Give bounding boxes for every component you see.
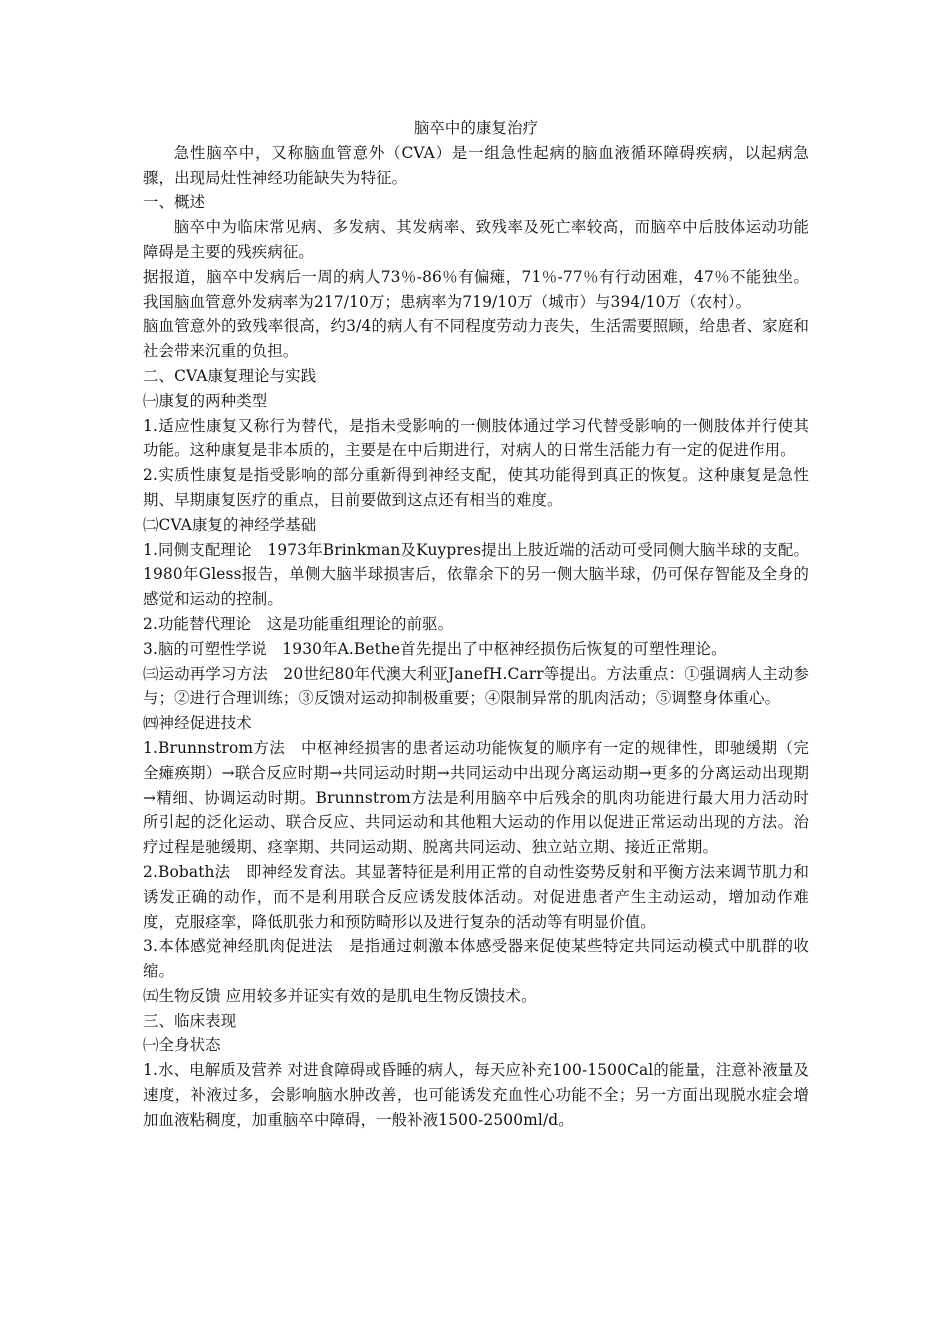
paragraph: 2.功能替代理论 这是功能重组理论的前驱。: [143, 614, 454, 633]
paragraph: 1.同侧支配理论 1973年Brinkman及Kuypres提出上肢近端的活动可受同侧大脑半球的支配。1980年Gless报告，单侧大脑半球损害后，依靠余下的另一侧大脑半球，仍可保存智能及全身的感觉和运动的控制。: [143, 540, 809, 609]
paragraph-list: [143, 141, 809, 1133]
paragraph: ㈣神经促进技术: [143, 714, 252, 733]
paragraph: 三、临床表现: [143, 1011, 237, 1030]
paragraph: 急性脑卒中，又称脑血管意外（CVA）是一组急性起病的脑血液循环障碍疾病，以起病急骤，出现局灶性神经功能缺失为特征。: [143, 143, 809, 187]
paragraph: ㈡CVA康复的神经学基础: [143, 515, 317, 534]
paragraph: ㈠康复的两种类型: [143, 391, 268, 410]
paragraph: 3.本体感觉神经肌肉促进法 是指通过刺激本体感受器来促使某些特定共同运动模式中肌群的收缩。: [143, 937, 809, 981]
paragraph: 据报道，脑卒中发病后一周的病人73％-86％有偏瘫，71％-77％有行动困难，47％不能独坐。我国脑血管意外发病率为217/10万；患病率为719/10万（城市）与394/10万（农村）。: [143, 267, 809, 311]
paragraph: 脑卒中为临床常见病、多发病、其发病率、致残率及死亡率较高，而脑卒中后肢体运动功能障碍是主要的残疾病征。: [143, 218, 809, 261]
paragraph: 3.脑的可塑性学说 1930年A.Bethe首先提出了中枢神经损伤后恢复的可塑性理论。: [143, 639, 727, 658]
paragraph: 脑血管意外的致残率很高，约3/4的病人有不同程度劳动力丧失，生活需要照顾，给患者、家庭和社会带来沉重的负担。: [143, 317, 809, 361]
paragraph: 1.水、电解质及营养 对进食障碍或昏睡的病人，每天应补充100-1500Cal的能量，注意补液量及速度，补液过多，会影响脑水肿改善，也可能诱发充血性心功能不全；另一方面出现脱水症会增加血液粘稠度，加重脑卒中障碍，一般补液1500-2500ml/d。: [143, 1061, 809, 1129]
paragraph: ㈠全身状态: [143, 1036, 221, 1055]
paragraph: 1.适应性康复又称行为替代，是指未受影响的一侧肢体通过学习代替受影响的一侧肢体并行使其功能。这种康复是非本质的，主要是在中后期进行，对病人的日常生活能力有一定的促进作用。: [143, 416, 809, 460]
document-body: [143, 116, 809, 1133]
paragraph: ㈢运动再学习方法 20世纪80年代澳大利亚JanefH.Carr等提出。方法重点：①强调病人主动参与；②进行合理训练；③反馈对运动抑制极重要；④限制异常的肌肉活动；⑤调整身体重心。: [143, 664, 809, 708]
paragraph: 1.Brunnstrom方法 中枢神经损害的患者运动功能恢复的顺序有一定的规律性，即驰缓期（完全瘫痪期）→联合反应时期→共同运动时期→共同运动中出现分离运动期→更多的分离运动出现期→精细、协调运动时期。Brunnstrom方法是利用脑卒中后残余的肌肉功能进行最大用力活动时所引起的泛化运动、联合反应、共同运动和其他粗大运动的作用以促进正常运动出现的方法。治疗过程是驰缓期、痉挛期、共同运动期、脱离共同运动、独立站立期、接近正常期。: [143, 738, 809, 857]
document-title: 脑卒中的康复治疗: [413, 119, 539, 137]
paragraph: ㈤生物反馈 应用较多并证实有效的是肌电生物反馈技术。: [143, 986, 537, 1005]
paragraph: 一、概述: [143, 193, 206, 212]
paragraph: 二、CVA康复理论与实践: [143, 366, 317, 385]
paragraph: 2.Bobath法 即神经发育法。其显著特征是利用正常的自动性姿势反射和平衡方法来调节肌力和诱发正确的动作，而不是利用联合反应诱发肢体活动。对促进患者产生主动运动，增加动作难度，克服痉挛，降低肌张力和预防畸形以及进行复杂的活动等有明显价值。: [143, 862, 809, 931]
paragraph: 2.实质性康复是指受影响的部分重新得到神经支配，使其功能得到真正的恢复。这种康复是急性期、早期康复医疗的重点，目前要做到这点还有相当的难度。: [143, 466, 809, 509]
